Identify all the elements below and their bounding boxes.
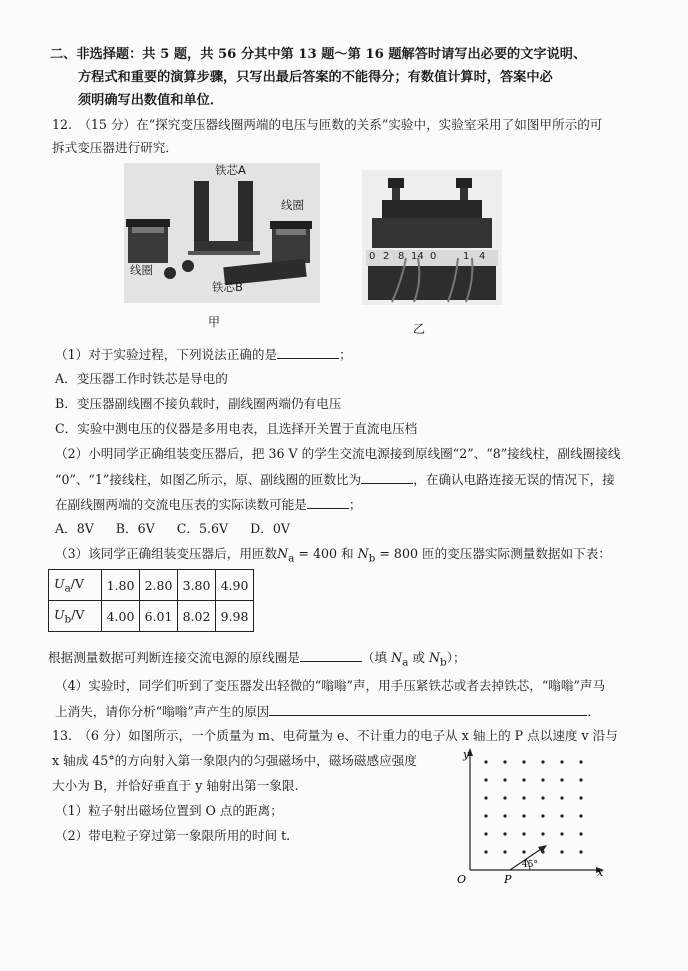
- terminal-label: 1: [463, 251, 470, 262]
- field-dot: [560, 832, 563, 835]
- terminal-label: 14: [411, 251, 424, 262]
- q12-part2-line3: 在副线圈两端的交流电压表的实际读数可能是 ；: [55, 497, 362, 512]
- answer-blank-3[interactable]: [307, 495, 349, 509]
- field-dot: [560, 796, 563, 799]
- terminal-label: 2: [383, 251, 390, 262]
- field-dot: [484, 760, 487, 763]
- terminal-label: 4: [479, 251, 486, 262]
- q12-intro-line2: 拆式变压器进行研究．: [52, 140, 178, 155]
- q12-part2-options: A．8V B．6V C．5.6V D．0V: [55, 521, 290, 536]
- figure-jia-label-coil-right: 线圈: [281, 198, 304, 212]
- field-dot: [579, 778, 582, 781]
- answer-blank-5[interactable]: [269, 702, 587, 716]
- answer-blank-1[interactable]: [277, 345, 339, 359]
- axis-y-label: y: [463, 748, 470, 761]
- q13-line1: 13. （6 分）如图所示，一个质量为 m、电荷量为 e、不计重力的电子从 x 轴上的 P 点以速度 v 沿与: [52, 728, 618, 743]
- figure-jia-caption: 甲: [208, 315, 221, 329]
- table-cell: 3.80: [178, 570, 216, 601]
- q13-subq2: （2）带电粒子穿过第一象限所用的时间 t.: [55, 828, 291, 843]
- field-dot: [541, 760, 544, 763]
- field-dot: [522, 832, 525, 835]
- field-dot: [484, 814, 487, 817]
- axis-x-label: x: [597, 866, 604, 879]
- field-dot: [579, 832, 582, 835]
- table-cell: 1.80: [102, 570, 140, 601]
- field-dot: [541, 832, 544, 835]
- field-dot: [484, 850, 487, 853]
- q12-option-b: B．变压器副线圈不接负载时，副线圈两端仍有电压: [55, 396, 342, 411]
- field-dot: [560, 760, 563, 763]
- field-dot: [560, 850, 563, 853]
- field-dot: [503, 850, 506, 853]
- field-dot: [503, 814, 506, 817]
- point-p-label: P: [504, 873, 512, 886]
- figure-yi-caption: 乙: [413, 322, 426, 336]
- field-dot: [522, 850, 525, 853]
- field-dot: [579, 796, 582, 799]
- field-dot: [484, 832, 487, 835]
- answer-blank-2[interactable]: [361, 470, 413, 484]
- field-dot: [541, 778, 544, 781]
- field-dot: [522, 760, 525, 763]
- table-row: [49, 570, 254, 601]
- q13-line3: 大小为 B，并恰好垂直于 y 轴射出第一象限.: [52, 778, 299, 793]
- section-header-line2: 方程式和重要的演算步骤，只写出最后答案的不能得分；有数值计算时，答案中必: [78, 70, 553, 85]
- table-cell: 8.02: [178, 601, 216, 632]
- field-dot: [503, 796, 506, 799]
- table-cell: 4.90: [216, 570, 254, 601]
- field-dot: [503, 832, 506, 835]
- answer-blank-4[interactable]: [300, 648, 362, 662]
- q12-part3-after: 根据测量数据可判断连接交流电源的原线圈是 （填 $N_a$ 或 $N_b$）；: [48, 650, 466, 669]
- voltage-data-table: [48, 569, 254, 632]
- q12-part1-stem: （1）对于实验过程，下列说法正确的是 ；: [55, 347, 352, 362]
- table-cell: 4.00: [102, 601, 140, 632]
- section-header-line3: 须明确写出数值和单位．: [78, 93, 224, 108]
- q12-part2-line1: （2）小明同学正确组装变压器后，把 36 V 的学生交流电源接到原线圈“2”、“8”接线柱，副线圈接线: [55, 446, 621, 461]
- q12-option-c: C．实验中测电压的仪器是多用电表，且选择开关置于直流电压档: [55, 421, 418, 436]
- field-dot: [522, 796, 525, 799]
- field-dot: [484, 796, 487, 799]
- figure-jia-label-core-a: 铁芯A: [215, 163, 246, 177]
- field-dot: [560, 778, 563, 781]
- field-dot: [484, 778, 487, 781]
- field-dot: [522, 778, 525, 781]
- table-header-ua: $U_a/V$: [49, 570, 102, 601]
- figure-jia-label-coil-left: 线圈: [130, 263, 153, 277]
- q13-subq1: （1）粒子射出磁场位置到 O 点的距离；: [55, 803, 283, 818]
- field-dot: [579, 760, 582, 763]
- field-dot: [541, 796, 544, 799]
- q12-part4-line1: （4）实验时，同学们听到了变压器发出轻微的“嗡嗡”声，用手压紧铁芯或者去掉铁芯，“嗡嗡”声马: [55, 678, 606, 693]
- q12-part3-stem: （3）该同学正确组装变压器后，用匝数$N_a = 400$ 和 $N_b = 800$ 匝的变压器实际测量数据如下表：: [55, 546, 611, 565]
- q13-magnetic-field-diagram: [452, 748, 612, 888]
- q13-line2: x 轴成 45°的方向射入第一象限内的匀强磁场中，磁场磁感应强度: [52, 753, 417, 768]
- table-cell: 6.01: [140, 601, 178, 632]
- table-header-ub: $U_b/V$: [49, 601, 102, 632]
- q12-intro-line1: 12. （15 分）在“探究变压器线圈两端的电压与匝数的关系”实验中，实验室采用了如图甲所示的可: [52, 117, 603, 132]
- magnetic-field-dots: [484, 760, 582, 853]
- table-cell: 9.98: [216, 601, 254, 632]
- q12-option-a: A．变压器工作时铁芯是导电的: [55, 371, 228, 386]
- terminal-label: 0: [369, 251, 376, 262]
- velocity-arrow: [538, 845, 547, 853]
- q12-part4-line2: 上消失，请你分析“嗡嗡”声产生的原因 ．: [55, 704, 600, 719]
- field-dot: [522, 814, 525, 817]
- field-dot: [579, 850, 582, 853]
- origin-label: O: [457, 873, 467, 886]
- figure-jia-label-core-b: 铁芯B: [212, 280, 243, 294]
- table-row: [49, 601, 254, 632]
- field-dot: [560, 814, 563, 817]
- table-cell: 2.80: [140, 570, 178, 601]
- q12-part2-line2: “0”、“1”接线柱，如图乙所示，原、副线圈的匝数比为 ，在确认电路连接无误的情况下，接: [55, 472, 615, 487]
- field-dot: [503, 778, 506, 781]
- angle-label: 45°: [522, 860, 538, 870]
- field-dot: [579, 814, 582, 817]
- figure-yi-photo: [362, 170, 502, 305]
- field-dot: [541, 814, 544, 817]
- field-dot: [503, 760, 506, 763]
- terminal-label: 0: [430, 251, 437, 262]
- terminal-label: 8: [398, 251, 405, 262]
- section-header-line1: 二、非选择题：共 5 题，共 56 分其中第 13 题～第 16 题解答时请写出必要的文字说明、: [50, 47, 587, 62]
